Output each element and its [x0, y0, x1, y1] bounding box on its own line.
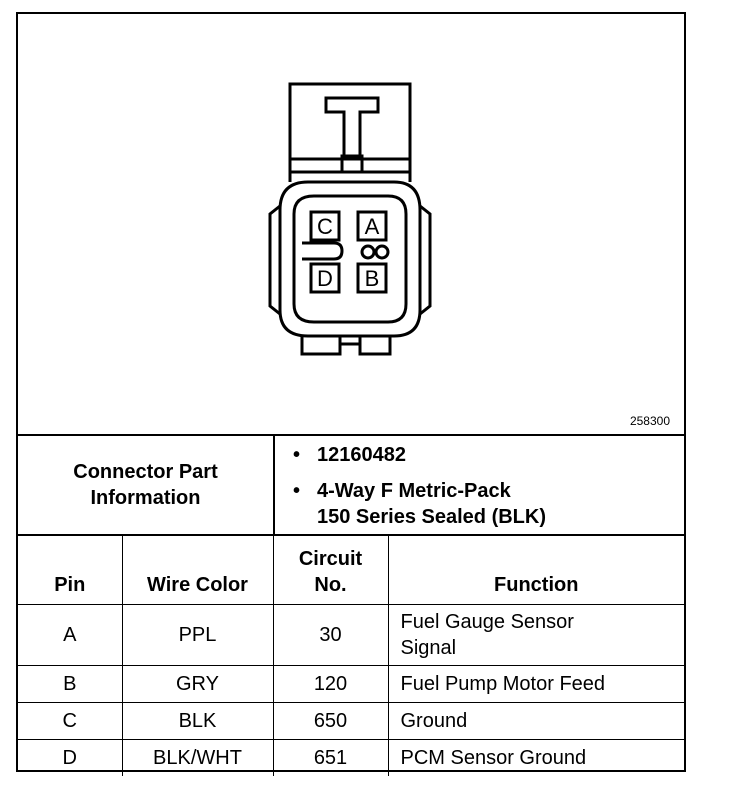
connector-figure: [18, 14, 684, 436]
cell-circuit: 120: [273, 666, 388, 703]
cell-function-line2: Signal: [400, 637, 457, 659]
part-number: 12160482: [317, 444, 406, 466]
pin-label-c: C: [317, 214, 333, 239]
pin-label-b: B: [364, 266, 380, 291]
cell-function: Fuel Pump Motor Feed: [388, 666, 684, 703]
cell-function: Ground: [388, 703, 684, 740]
part-info-label-line2: Information: [90, 487, 201, 509]
cell-function-line1: Fuel Gauge Sensor: [400, 611, 574, 633]
cell-pin: D: [18, 740, 122, 777]
part-info-label: [18, 436, 275, 534]
header-circuit-line2: No.: [314, 574, 347, 596]
cell-circuit: 30: [273, 605, 388, 666]
cell-wire-color: GRY: [122, 666, 273, 703]
cell-circuit: 651: [273, 740, 388, 777]
figure-id: 258300: [629, 414, 670, 428]
cell-wire-color: BLK: [122, 703, 273, 740]
cell-pin: C: [18, 703, 122, 740]
part-description-line2: 150 Series Sealed (BLK): [317, 506, 546, 528]
cell-pin: B: [18, 666, 122, 703]
header-function: Function: [388, 536, 684, 605]
cell-pin: A: [18, 605, 122, 666]
pin-label-d: D: [317, 266, 333, 291]
table-row: [18, 666, 684, 703]
part-info-label-line1: Connector Part: [73, 461, 218, 483]
cell-wire-color: BLK/WHT: [122, 740, 273, 777]
part-info-values: [275, 436, 684, 534]
connector-part-info: [18, 436, 684, 536]
header-circuit-line1: Circuit: [298, 548, 363, 570]
cell-circuit: 650: [273, 703, 388, 740]
table-row: [18, 703, 684, 740]
header-wire-color: Wire Color: [122, 536, 273, 605]
table-row: [18, 605, 684, 666]
pinout-table-header: [18, 536, 684, 605]
header-circuit-no: [273, 536, 388, 605]
part-description-row: [293, 478, 546, 530]
table-row: [18, 740, 684, 777]
header-pin: Pin: [18, 536, 122, 605]
part-description-line1: 4-Way F Metric-Pack: [317, 480, 511, 502]
bullet-icon: •: [293, 480, 301, 502]
connector-sheet: [16, 12, 686, 772]
cell-wire-color: PPL: [122, 605, 273, 666]
pin-label-a: A: [364, 214, 380, 239]
part-number-row: [293, 442, 406, 468]
cell-function: [388, 605, 684, 666]
pinout-table: [18, 536, 684, 776]
cell-function: PCM Sensor Ground: [388, 740, 684, 777]
bullet-icon: •: [293, 444, 301, 466]
connector-end-view-drawing: [18, 14, 684, 434]
